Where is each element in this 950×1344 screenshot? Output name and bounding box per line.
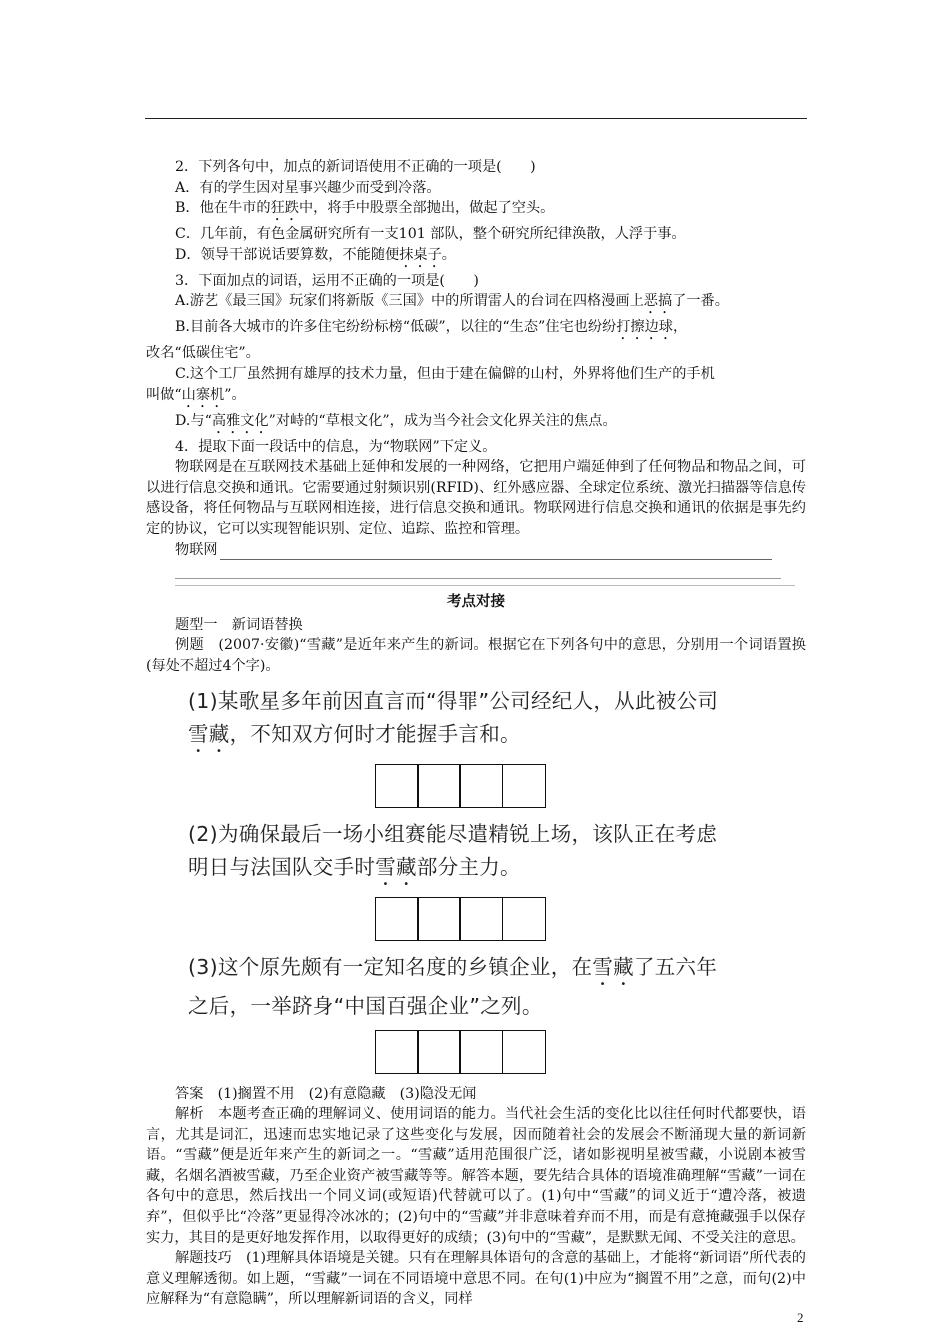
- q3-option-c: C.这个工厂虽然拥有雄厚的技术力量，但由于建在偏僻的山村，外界将他们生产的手机: [175, 365, 715, 382]
- solving-tips: 解题技巧 (1)理解具体语境是关键。只有在理解具体语句的含意的基础上，才能将“新词语”所代表的意义理解透彻。如上题，“雪藏”一词在不同语境中意思不同。在句(1)中应为“搁置不用”之意，而句(2)中应解释为“有意隐瞒”，所以理解新词语的含义，同样: [146, 1250, 806, 1308]
- answer-blank[interactable]: [220, 544, 772, 560]
- dotted-word: 山寨机: [181, 386, 225, 403]
- dotted-word: 高雅文化: [211, 412, 269, 429]
- exam-image: [146, 685, 806, 1074]
- answer-box[interactable]: [417, 897, 461, 941]
- answer-box[interactable]: [459, 897, 503, 941]
- answer-boxes-2: [375, 897, 806, 941]
- answer-boxes-1: [375, 764, 806, 808]
- answer-box[interactable]: [502, 764, 546, 808]
- q4-stem: 4．提取下面一段话中的信息，为“物联网”下定义。: [175, 438, 497, 455]
- dotted-word: 恶搞: [643, 293, 673, 310]
- answer-box[interactable]: [375, 1030, 419, 1074]
- dotted-word: 雪藏: [188, 721, 230, 746]
- dotted-word: 狂跌: [270, 200, 299, 217]
- answer-box[interactable]: [417, 1030, 461, 1074]
- dotted-word: 雪藏: [375, 854, 417, 879]
- analysis: 解析 本题考查正确的理解词义、使用词语的能力。当代社会生活的变化比以往任何时代都要快，语言，尤其是词汇，迅速而忠实地记录了这些变化与发展，因而随着社会的发展会不断涌现大量的新词新语。“雪藏”便是近年来产生的新词之一。“雪藏”适用范围很广泛，诸如影视明星被雪藏，小说剧本被雪藏，名烟名酒被雪藏，乃至企业资产被雪藏等等。解答本题，要先结合具体的语境准确理解“雪藏”一词在各句中的意思，然后找出一个同义词(或短语)代替就可以了。(1)句中“雪藏”的词义近于“遭冷落，被遗弃”，但似乎比“冷落”更显得冷冰冰的；(2)句中的“雪藏”并非意味着弃而不用，而是有意掩藏强手以保存实力，其目的是更好地发挥作用，以取得更好的成绩；(3)句中的“雪藏”，是默默无闻、不受关注的意思。: [146, 1106, 806, 1246]
- page-number: 2: [797, 1310, 804, 1325]
- q2-option-c: C．几年前，有色金属研究所有一支101 部队，整个研究所纪律涣散，人浮于事。: [175, 226, 686, 243]
- q3-option-d: D.与“高雅文化”对峙的“草根文化”，成为当今社会文化界关注的焦点。: [175, 412, 617, 429]
- exam-sentence-2-line2: 明日与法国队交手时雪藏部分主力。: [188, 854, 521, 879]
- q3-option-b: B.目前各大城市的许多住宅纷纷标榜“低碳”，以往的“生态”住宅也纷纷打擦边球，: [175, 319, 688, 336]
- q4-passage: 物联网是在互联网技术基础上延伸和发展的一种网络，它把用户端延伸到了任何物品和物品之间，可以进行信息交换和通讯。它需要通过射频识别(RFID)、红外感应器、全球定位系统、激光扫描器等信息传感设备，将任何物品与互联网相连接，进行信息交换和通讯。物联网进行信息交换和通讯的依据是事先约定的协议，它可以实现智能识别、定位、追踪、监控和管理。: [146, 459, 806, 537]
- answer-boxes-3: [375, 1030, 806, 1074]
- answer-box[interactable]: [502, 897, 546, 941]
- exam-sentence-1-line1: (1)某歌星多年前因直言而“得罪”公司经纪人，从此被公司: [188, 688, 719, 713]
- page-content: [146, 157, 806, 1310]
- answer-box[interactable]: [417, 764, 461, 808]
- q3-option-b-cont: 改名“低碳住宅”。: [146, 345, 260, 362]
- section-title: 考点对接: [447, 593, 505, 611]
- answer-box[interactable]: [459, 764, 503, 808]
- exam-sentence-2-line1: (2)为确保最后一场小组赛能尽遣精锐上场，该队正在考虑: [188, 821, 718, 846]
- dotted-word: 打擦边球: [616, 319, 673, 336]
- dotted-word: 雪藏: [592, 954, 634, 979]
- dotted-word: 抹桌子: [399, 246, 442, 263]
- answer-box[interactable]: [459, 1030, 503, 1074]
- q2-option-b: B．他在牛市的狂跌中，将手中股票全部抛出，做起了空头。: [175, 200, 555, 217]
- header-rule: [145, 118, 807, 119]
- q3-stem: 3．下面加点的词语，运用不正确的一项是( ): [175, 272, 479, 289]
- answer: 答案 (1)搁置不用 (2)有意隐藏 (3)隐没无闻: [175, 1085, 477, 1102]
- q2-stem: 2．下列各句中，加点的新词语使用不正确的一项是( ): [175, 159, 536, 175]
- q2-option-a: A．有的学生因对星事兴趣少而受到冷落。: [175, 179, 441, 196]
- q2-option-d: D．领导干部说话要算数，不能随便抹桌子。: [175, 246, 456, 263]
- answer-box[interactable]: [375, 897, 419, 941]
- answer-box[interactable]: [502, 1030, 546, 1074]
- q3-option-a: A.游艺《最三国》玩家们将新版《三国》中的所谓雷人的台词在四格漫画上恶搞了一番。: [175, 293, 729, 310]
- answer-box[interactable]: [375, 764, 419, 808]
- exam-sentence-1-line2: 雪藏，不知双方何时才能握手言和。: [188, 721, 521, 746]
- exam-sentence-3-line1: (3)这个原先颇有一定知名度的乡镇企业，在雪藏了五六年: [188, 954, 718, 979]
- q4-answer-line: 物联网: [146, 540, 806, 561]
- answer-blank-2[interactable]: [175, 560, 781, 579]
- example-stem: 例题 (2007·安徽)“雪藏”是近年来产生的新词。根据它在下列各句中的意思，分别用一个词语置换(每处不超过4个字)。: [146, 637, 806, 674]
- type-heading: 题型一 新词语替换: [175, 616, 303, 633]
- exam-sentence-3-line2: 之后，一举跻身“中国百强企业”之列。: [188, 993, 543, 1018]
- q3-option-c-cont: 叫做“山寨机”。: [146, 386, 246, 403]
- answer-blank-3[interactable]: [175, 579, 795, 586]
